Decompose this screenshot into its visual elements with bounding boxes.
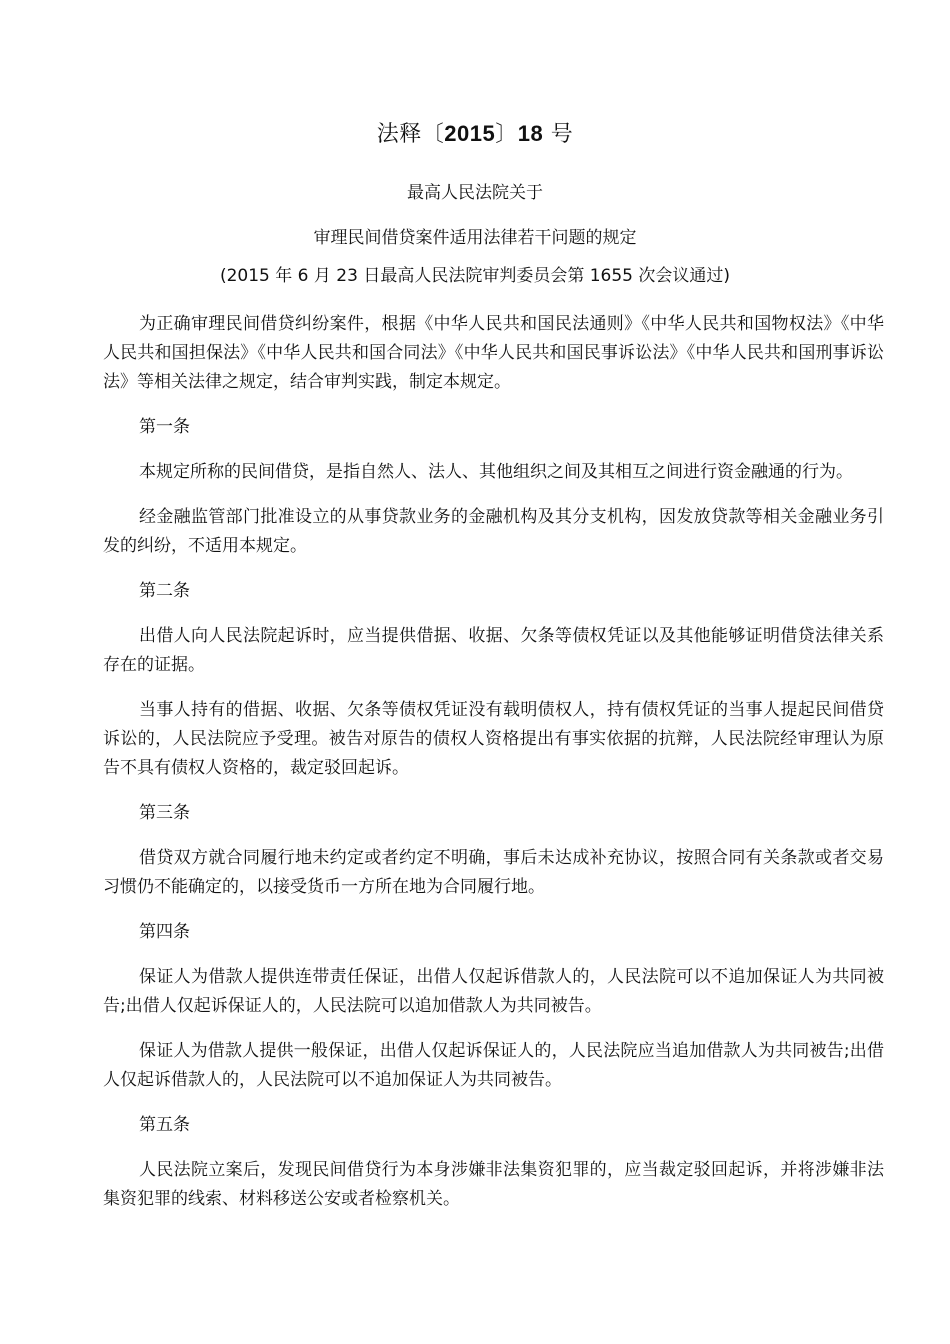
article-2-paragraph-2: 当事人持有的借据、收据、欠条等债权凭证没有载明债权人，持有债权凭证的当事人提起民间借贷诉讼的，人民法院应予受理。被告对原告的债权人资格提出有事实依据的抗辩，人民法院经审理认为原告不具有债权人资格的，裁定驳回起诉。: [103, 700, 884, 778]
article-3-paragraph-1: 借贷双方就合同履行地未约定或者约定不明确，事后未达成补充协议，按照合同有关条款或者交易习惯仍不能确定的，以接受货币一方所在地为合同履行地。: [103, 848, 884, 897]
article-1-paragraph-2: 经金融监管部门批准设立的从事贷款业务的金融机构及其分支机构，因发放贷款等相关金融业务引发的纠纷，不适用本规定。: [103, 507, 884, 556]
document-number-seq: 18: [517, 121, 544, 146]
article-4-paragraph-2: 保证人为借款人提供一般保证，出借人仅起诉保证人的，人民法院应当追加借款人为共同被告;出借人仅起诉借款人的，人民法院可以不追加保证人为共同被告。: [103, 1041, 884, 1090]
article-heading-2: 第二条: [139, 581, 190, 601]
title-line-2: 审理民间借贷案件适用法律若干问题的规定: [313, 228, 637, 248]
document-number-prefix: 法释〔: [376, 122, 445, 147]
article-heading-4: 第四条: [139, 922, 190, 942]
document-body: [103, 310, 884, 1230]
title-line-1: 最高人民法院关于: [407, 183, 543, 203]
article-2-paragraph-1: 出借人向人民法院起诉时，应当提供借据、收据、欠条等债权凭证以及其他能够证明借贷法律关系存在的证据。: [103, 626, 884, 675]
article-heading-3: 第三条: [139, 803, 190, 823]
document-number: [0, 118, 950, 151]
article-4-paragraph-1: 保证人为借款人提供连带责任保证，出借人仅起诉借款人的，人民法院可以不追加保证人为共同被告;出借人仅起诉保证人的，人民法院可以追加借款人为共同被告。: [103, 967, 884, 1016]
document-number-year: 2015: [444, 121, 496, 146]
document-number-suffix: 号: [543, 122, 574, 147]
article-1-paragraph-1: 本规定所称的民间借贷，是指自然人、法人、其他组织之间及其相互之间进行资金融通的行为。: [139, 462, 853, 482]
document-number-mid: 〕: [495, 122, 518, 147]
article-heading-5: 第五条: [139, 1115, 190, 1135]
preamble-paragraph: 为正确审理民间借贷纠纷案件，根据《中华人民共和国民法通则》《中华人民共和国物权法》《中华人民共和国担保法》《中华人民共和国合同法》《中华人民共和国民事诉讼法》《中华人民共和国刑事诉讼法》等相关法律之规定，结合审判实践，制定本规定。: [103, 314, 884, 392]
adoption-subtitle: (2015 年 6 月 23 日最高人民法院审判委员会第 1655 次会议通过): [219, 266, 731, 286]
article-5-paragraph-1: 人民法院立案后，发现民间借贷行为本身涉嫌非法集资犯罪的，应当裁定驳回起诉，并将涉嫌非法集资犯罪的线索、材料移送公安或者检察机关。: [103, 1160, 884, 1209]
article-heading-1: 第一条: [139, 417, 190, 437]
